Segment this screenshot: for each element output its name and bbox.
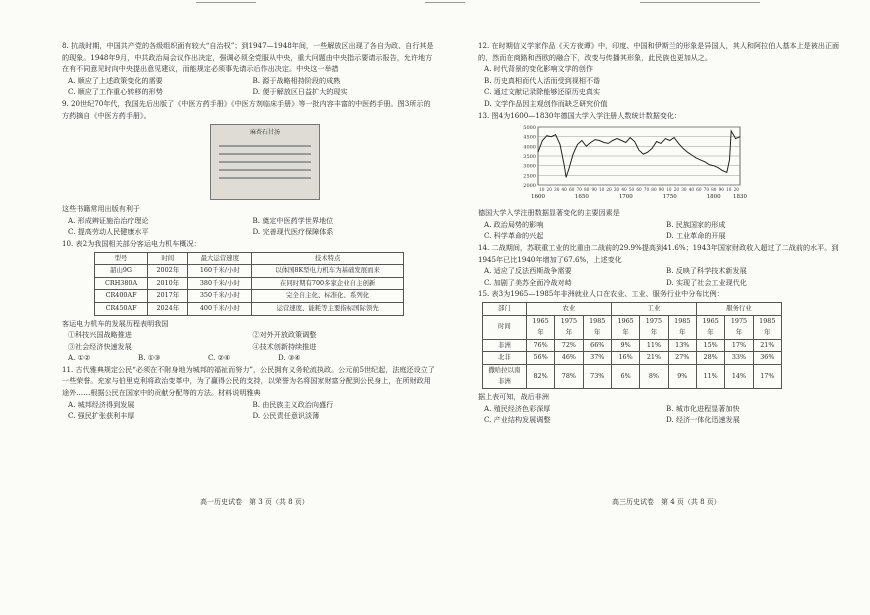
x-minor-tick-label: 30 [554,187,560,193]
table-row [95,302,404,315]
table-cell: 以体国8K型电力机车为基础发展而来 [252,265,404,278]
table-cell: 17% [725,339,753,352]
table-header: 服务行业 [696,302,781,315]
table-cell: 350千米/小时 [188,290,252,303]
q12-option-a: A. 时代背景的变化影响文学的创作 [484,64,593,74]
x-minor-tick-label: 60 [568,187,575,193]
x-tick-label: 1830 [733,194,747,201]
right-page [478,40,848,426]
x-minor-tick-label: 10 [598,187,605,193]
x-minor-tick-label: 80 [711,187,717,193]
q14-option-d: D. 实现了社会工业现代化 [666,277,747,287]
table-cell: 8% [640,364,668,388]
q15-option-c: C. 产业结构发展调整 [484,415,551,425]
enrollment-chart [508,123,748,205]
y-tick-label: 5000 [523,125,536,132]
q13-option-a: A. 政治局势的影响 [484,219,544,229]
q10-option-b: B. ①③ [138,353,161,363]
scan-mark [425,2,465,3]
table-cell: 时间 [483,315,527,339]
table-header-row [483,302,782,315]
q15-option-b: B. 城市化进程显著加快 [666,403,740,413]
q12-options [484,63,848,109]
table-cell: 撒哈拉以南非洲 [483,364,527,388]
q10-options [68,352,348,364]
q11-option-a: A. 城邦经济得到发展 [68,399,135,409]
table-cell: 82% [526,364,554,388]
x-minor-tick-label: 40 [621,187,627,193]
x-tick-label: 1750 [662,194,677,201]
table-cell: 15% [696,339,724,352]
text-line-graphic [219,169,311,171]
q9-options [68,215,437,238]
table-row [483,339,782,352]
q9-option-b: B. 奠定中医药学世界地位 [252,215,334,225]
q9-option-a: A. 形成辨证施治治疗理论 [68,215,149,225]
table-cell: 36% [753,352,781,365]
x-tick-label: 1700 [618,194,633,201]
x-minor-tick-label: 30 [681,187,687,193]
q15-stem2: 据上表可知，战后非洲 [478,392,549,402]
q14-option-c: C. 加剧了美苏全面冷战对峙 [484,277,572,287]
y-tick-label: 2500 [523,173,536,180]
table-cell: CR400AF [95,290,148,303]
q10-item: ③社会经济快速发展 [68,341,132,351]
table-cell: 韶山9G [95,265,148,278]
table-cell: 160千米/小时 [188,265,252,278]
table-cell: 14% [725,364,753,388]
table-cell: 1965年 [611,315,639,339]
x-tick-label: 1800 [706,194,721,201]
table-cell: 17% [753,364,781,388]
q10-item: ②对外开放政策调整 [252,330,317,340]
recipe-figure-title: 麻杏石甘汤 [249,129,280,137]
q15-option-a: A. 殖民经济色彩深厚 [484,403,551,413]
table-cell: 2002年 [148,265,188,278]
enrollment-series-line [538,131,740,177]
q14-option-b: B. 反映了科学技术新发展 [666,266,747,276]
q10-stem2: 客运电力机车的发展历程表明我国 [62,318,169,328]
q9-option-d: D. 完善现代医疗保障体系 [252,227,334,237]
q8-option-c: C. 顺应了工作重心转移的形势 [68,87,163,97]
table-cell: 9% [668,364,696,388]
table-cell: 1965年 [526,315,554,339]
table-cell: 非洲 [483,339,527,352]
x-minor-tick-label: 20 [606,187,612,193]
q10-item: ④技术创新持续推进 [252,341,317,351]
table-cell: 76% [526,339,554,352]
table-header: 时间 [148,252,188,265]
x-minor-tick-label: 90 [718,187,724,193]
x-minor-tick-label: 40 [561,187,567,193]
q11-option-c: C. 强民扩张获利丰厚 [68,411,135,421]
table-row [95,290,404,303]
x-minor-tick-label: 70 [703,187,710,193]
table-cell: 33% [725,352,753,365]
x-minor-tick-label: 20 [733,187,739,193]
q15-table [482,302,782,389]
table-header: 最大运营速度 [188,252,252,265]
y-tick-label: 4500 [523,134,536,141]
table-row [95,265,404,278]
table-cell: 21% [640,352,668,365]
q12-option-c: C. 通过文献记录除能够还原历史真实 [484,87,601,97]
q8-option-b: B. 源于战略相持阶段的成熟 [252,75,341,85]
table-cell: 72% [555,339,583,352]
q12-option-d: D. 文学作品因主观创作而缺乏研究价值 [484,98,608,108]
x-minor-tick-label: 70 [576,187,582,193]
table-cell: 16% [611,352,639,365]
q12-stem: 12. 在时期信义学家作品《天方夜谭》中，印度、中国和伊斯兰的形象是异国人，其人和阿拉伯人基本上是被出正面的，然而在商路和西欧的融合下，改变与传播其形象，此民族也更加从之。 [478,41,840,62]
text-line-graphic [219,145,311,147]
recipe-figure [210,124,320,200]
x-minor-tick-label: 90 [658,187,665,193]
table-cell: 400千米/小时 [188,302,252,315]
table-cell: 56% [526,352,554,365]
q15-stem: 15. 表3为1965—1985年非洲就业人口在农业、工业、服务行业中分布比例： [478,289,724,299]
x-minor-tick-label: 40 [688,187,695,193]
text-line-graphic [219,161,311,163]
q10-option-a: A. ①② [68,353,91,363]
q8-option-a: A. 顺应了上述政策变化的需要 [68,75,163,85]
table-cell: 27% [668,352,696,365]
table-header: 型号 [95,252,148,265]
q13-stem: 13. 图4为1600—1830年德国大学入学注册人数统计数据变化： [478,110,682,120]
x-minor-tick-label: 20 [673,187,680,193]
q8-option-d: D. 便于解放区日益扩大的现实 [252,87,348,97]
table-cell: 运营速度、能耗等主要指标国际领先 [252,302,404,315]
enrollment-chart-svg [508,123,748,205]
table-cell: 1975年 [725,315,753,339]
y-tick-label: 2000 [523,183,536,190]
table-cell: 73% [583,364,611,388]
table-cell: CRH380A [95,277,148,290]
left-page-footer: 高一历史试卷 第 3 页（共 8 页） [200,498,309,506]
text-line-graphic [219,153,311,155]
q9-option-c: C. 提高劳动人民健康水平 [68,227,149,237]
x-minor-tick-label: 10 [539,187,545,193]
x-tick-label: 1650 [574,194,589,201]
table-cell: 6% [611,364,639,388]
table-row [483,364,782,388]
table-cell: 1985年 [583,315,611,339]
q14-options [484,265,848,288]
table-cell: 11% [696,364,724,388]
q11-options [68,399,437,422]
table-year-row [483,315,782,339]
q11-stem: 11. 古代雅典规定公民“必须在不附身地为城邦的福祉而努力”，公民拥有义务轮流执政。公元前5世纪起，法庭还设立了一些荣誉。充家与伯里克利将政治变革中，为了赢得公民的支持，以荣誉为名将国家财富分配到公民身上，在所财政用途外……根据公民在国家中的贡献分配等的方法。材料说明雅典 [62,364,435,398]
y-tick-label: 4000 [523,144,536,151]
scan-mark [640,2,760,3]
q9-stem2: 这些书籍常用出版有利于 [62,204,141,214]
x-minor-tick-label: 50 [628,187,635,193]
x-minor-tick-label: 80 [583,187,590,193]
q9-stem: 9. 20世纪70年代，我国先后出版了《中医方药手册》《中医方剂临床手册》等一批内容丰富的中医药手册。图3所示的方药摘自《中医方药手册》。 [62,98,431,120]
table-cell: 2024年 [148,302,188,315]
q14-option-a: A. 适应了反法西斯战争需要 [484,266,572,276]
table-cell: 21% [753,339,781,352]
table-cell: 9% [611,339,639,352]
q10-table [94,252,404,316]
q10-items [68,329,437,352]
x-minor-tick-label: 60 [636,187,642,193]
x-minor-tick-label: 10 [726,187,732,193]
table-cell: 北非 [483,352,527,365]
q15-option-d: D. 经济一体化迅速发展 [666,415,740,425]
q8-stem: 8. 抗战时期，中国共产党的各级组织面有较大“自治权”；到1947—1948年间，一些解放区出现了各自为政、自行其是的现象。1948年9月，中共政治局会议作出决定，强调必须全党服从中央，重大问题由中央指示要请示报告，允许地方在有不同意见时向中央提出意见建议，而能规定必须事先请示后作出决定。中央这一举措 [62,41,434,74]
y-tick-label: 3000 [523,163,536,170]
table-cell: 66% [583,339,611,352]
table-cell: 在同时期有700多家企业自主创新 [252,277,404,290]
table-row [95,277,404,290]
table-cell: 37% [583,352,611,365]
table-cell: CR450AF [95,302,148,315]
x-minor-tick-label: 30 [613,187,620,193]
q13-option-c: C. 科学革命的兴起 [484,231,544,241]
q10-item: ①科技兴国战略推进 [68,330,132,340]
q12-option-b: B. 历史真相而代人活而受到视相不谐 [484,75,601,85]
table-header: 技术特点 [252,252,404,265]
table-cell: 11% [640,339,668,352]
table-cell: 完全自主化、标准化、系列化 [252,290,404,303]
q11-option-b: B. 由民族主义政治向盛行 [252,399,334,409]
q8-options [68,75,437,98]
table-cell: 28% [696,352,724,365]
table-cell: 1985年 [753,315,781,339]
q13-options [484,219,848,242]
table-header-row [95,252,404,265]
text-line-graphic [219,177,311,179]
x-minor-tick-label: 60 [696,187,702,193]
right-page-footer: 高三历史试卷 第 4 页（共 8 页） [612,498,721,506]
x-minor-tick-label: 10 [666,187,672,193]
table-cell: 13% [668,339,696,352]
y-tick-label: 3500 [523,154,536,161]
table-header: 工业 [611,302,696,315]
table-cell: 380千米/小时 [188,277,252,290]
q14-stem: 14. 二战期间，苏联重工业的比重由二战前的29.9%提高到41.6%；1943年国家财政收入超过了二战前的水平。到1945年已比1940年增加了67.6%，上述变化 [478,242,839,264]
q11-option-d: D. 公民责任意识淡薄 [252,411,320,421]
table-cell: 1975年 [555,315,583,339]
table-cell: 1975年 [640,315,668,339]
x-tick-label: 1600 [531,194,545,201]
table-cell: 1985年 [668,315,696,339]
x-minor-tick-label: 20 [546,187,552,193]
scan-mark [196,2,256,3]
q13-option-d: D. 工业革命的开展 [666,231,726,241]
table-header: 农业 [526,302,611,315]
q10-stem: 10. 表2为我国相关部分客运电力机车概况： [62,238,201,248]
table-cell: 2017年 [148,290,188,303]
table-row [483,352,782,365]
q10-option-d: D. ③④ [278,353,301,363]
x-minor-tick-label: 70 [643,187,650,193]
q15-options [484,403,848,426]
x-minor-tick-label: 80 [651,187,657,193]
q13-stem2: 德国大学入学注册数据显著变化的主要因素是 [478,208,620,218]
q10-option-c: C. ②④ [208,353,231,363]
table-cell: 1965年 [696,315,724,339]
table-cell: 46% [555,352,583,365]
q13-option-b: B. 民族国家的形成 [666,219,726,229]
table-cell: 2010年 [148,277,188,290]
table-cell: 78% [555,364,583,388]
x-minor-tick-label: 90 [591,187,597,193]
table-header: 部门 [483,302,527,315]
left-page [62,40,437,422]
